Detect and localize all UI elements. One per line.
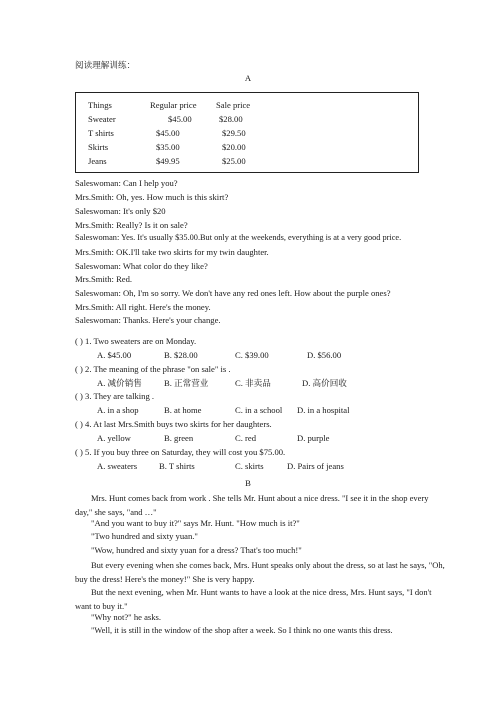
sale-price: $29.50: [222, 128, 246, 138]
header-sale-price: Sale price: [216, 100, 251, 110]
option-b: B. $28.00: [164, 350, 198, 360]
dialogue-line: Saleswoman: Oh, I'm so sorry. We don't have any red ones left. How about the purple ones?: [75, 288, 391, 298]
dialogue-line: Saleswoman: What color do they like?: [75, 261, 208, 271]
sale-price: $28.00: [219, 114, 243, 124]
question-stem: ( ) 5. If you buy three on Saturday, they will cost you $75.00.: [75, 447, 286, 457]
option-a: A. yellow: [97, 433, 131, 443]
item-name: Sweater: [88, 114, 116, 124]
option-b: B. at home: [164, 405, 202, 415]
option-b: B. T shirts: [159, 461, 195, 471]
dialogue-line: Saleswoman: It's only $20: [75, 206, 166, 216]
dialogue-line: Mrs.Smith: All right. Here's the money.: [75, 302, 211, 312]
question-stem: ( ) 3. They are talking .: [75, 391, 155, 401]
option-a: A. 减价销售: [97, 378, 142, 388]
option-d: D. in a hospital: [297, 405, 350, 415]
dialogue-line: Mrs.Smith: Really? Is it on sale?: [75, 220, 188, 230]
item-name: T shirts: [88, 128, 114, 138]
question-stem: ( ) 1. Two sweaters are on Monday.: [75, 336, 197, 346]
option-c: C. red: [235, 433, 257, 443]
question-stem: ( ) 2. The meaning of the phrase "on sale" is .: [75, 364, 231, 374]
question-stem: ( ) 4. At last Mrs.Smith buys two skirts for her daughters.: [75, 419, 272, 429]
story-paragraph: "Two hundred and sixty yuan.": [91, 531, 198, 541]
option-b: B. green: [164, 433, 194, 443]
story-paragraph: "Wow, hundred and sixty yuan for a dress? That's too much!": [91, 545, 302, 555]
section-a-label: A: [244, 73, 252, 83]
header-things: Things: [88, 100, 112, 110]
worksheet-heading: 阅读理解训练：: [75, 60, 136, 70]
dialogue-line: Saleswoman: Thanks. Here's your change.: [75, 315, 221, 325]
story-paragraph: "And you want to buy it?" says Mr. Hunt. "How much is it?": [91, 518, 300, 528]
option-d: D. 高价回收: [302, 378, 347, 388]
regular-price: $35.00: [156, 142, 180, 152]
option-c: C. $39.00: [235, 350, 269, 360]
option-c: C. 非卖品: [235, 378, 271, 388]
option-a: A. sweaters: [97, 461, 138, 471]
option-d: D. purple: [297, 433, 330, 443]
header-regular-price: Regular price: [150, 100, 197, 110]
option-c: C. in a school: [235, 405, 283, 415]
dialogue-line: Mrs.Smith: OK.I'll take two skirts for my twin daughter.: [75, 247, 269, 257]
option-d: D. $56.00: [307, 350, 342, 360]
story-paragraph: But every evening when she comes back, Mrs. Hunt speaks only about the dress, so at last he says, "Oh, buy the dress! Here's the money!" She is very happy.: [75, 560, 445, 584]
item-name: Jeans: [88, 156, 107, 166]
section-b-label: B: [245, 478, 251, 488]
story-paragraph: "Well, it is still in the window of the shop after a week. So I think no one wants this dress.: [91, 626, 393, 635]
dialogue-line: Mrs.Smith: Red.: [75, 274, 133, 284]
price-table: [75, 92, 419, 173]
story-paragraph: "Why not?" he asks.: [91, 612, 162, 622]
regular-price: $45.00: [168, 114, 192, 124]
regular-price: $49.95: [156, 156, 180, 166]
dialogue-line: Mrs.Smith: Oh, yes. How much is this skirt?: [75, 192, 229, 202]
option-c: C. skirts: [235, 461, 264, 471]
sale-price: $25.00: [222, 156, 246, 166]
option-b: B. 正常营业: [164, 378, 209, 388]
item-name: Skirts: [88, 142, 109, 152]
story-paragraph: Mrs. Hunt comes back from work . She tells Mr. Hunt about a nice dress. "I see it in the shop every day," she says, "and …": [75, 493, 429, 517]
story-paragraph: But the next evening, when Mr. Hunt wants to have a look at the nice dress, Mrs. Hunt says, "I don't want to buy it.": [75, 587, 432, 611]
dialogue-line: Saleswoman: Can I help you?: [75, 178, 178, 188]
regular-price: $45.00: [156, 128, 180, 138]
option-a: A. in a shop: [97, 405, 139, 415]
dialogue-line: Saleswoman: Yes. It's usually $35.00.But only at the weekends, everything is at a very good price.: [75, 233, 402, 242]
sale-price: $20.00: [222, 142, 246, 152]
option-a: A. $45.00: [97, 350, 132, 360]
option-d: D. Pairs of jeans: [287, 461, 344, 471]
